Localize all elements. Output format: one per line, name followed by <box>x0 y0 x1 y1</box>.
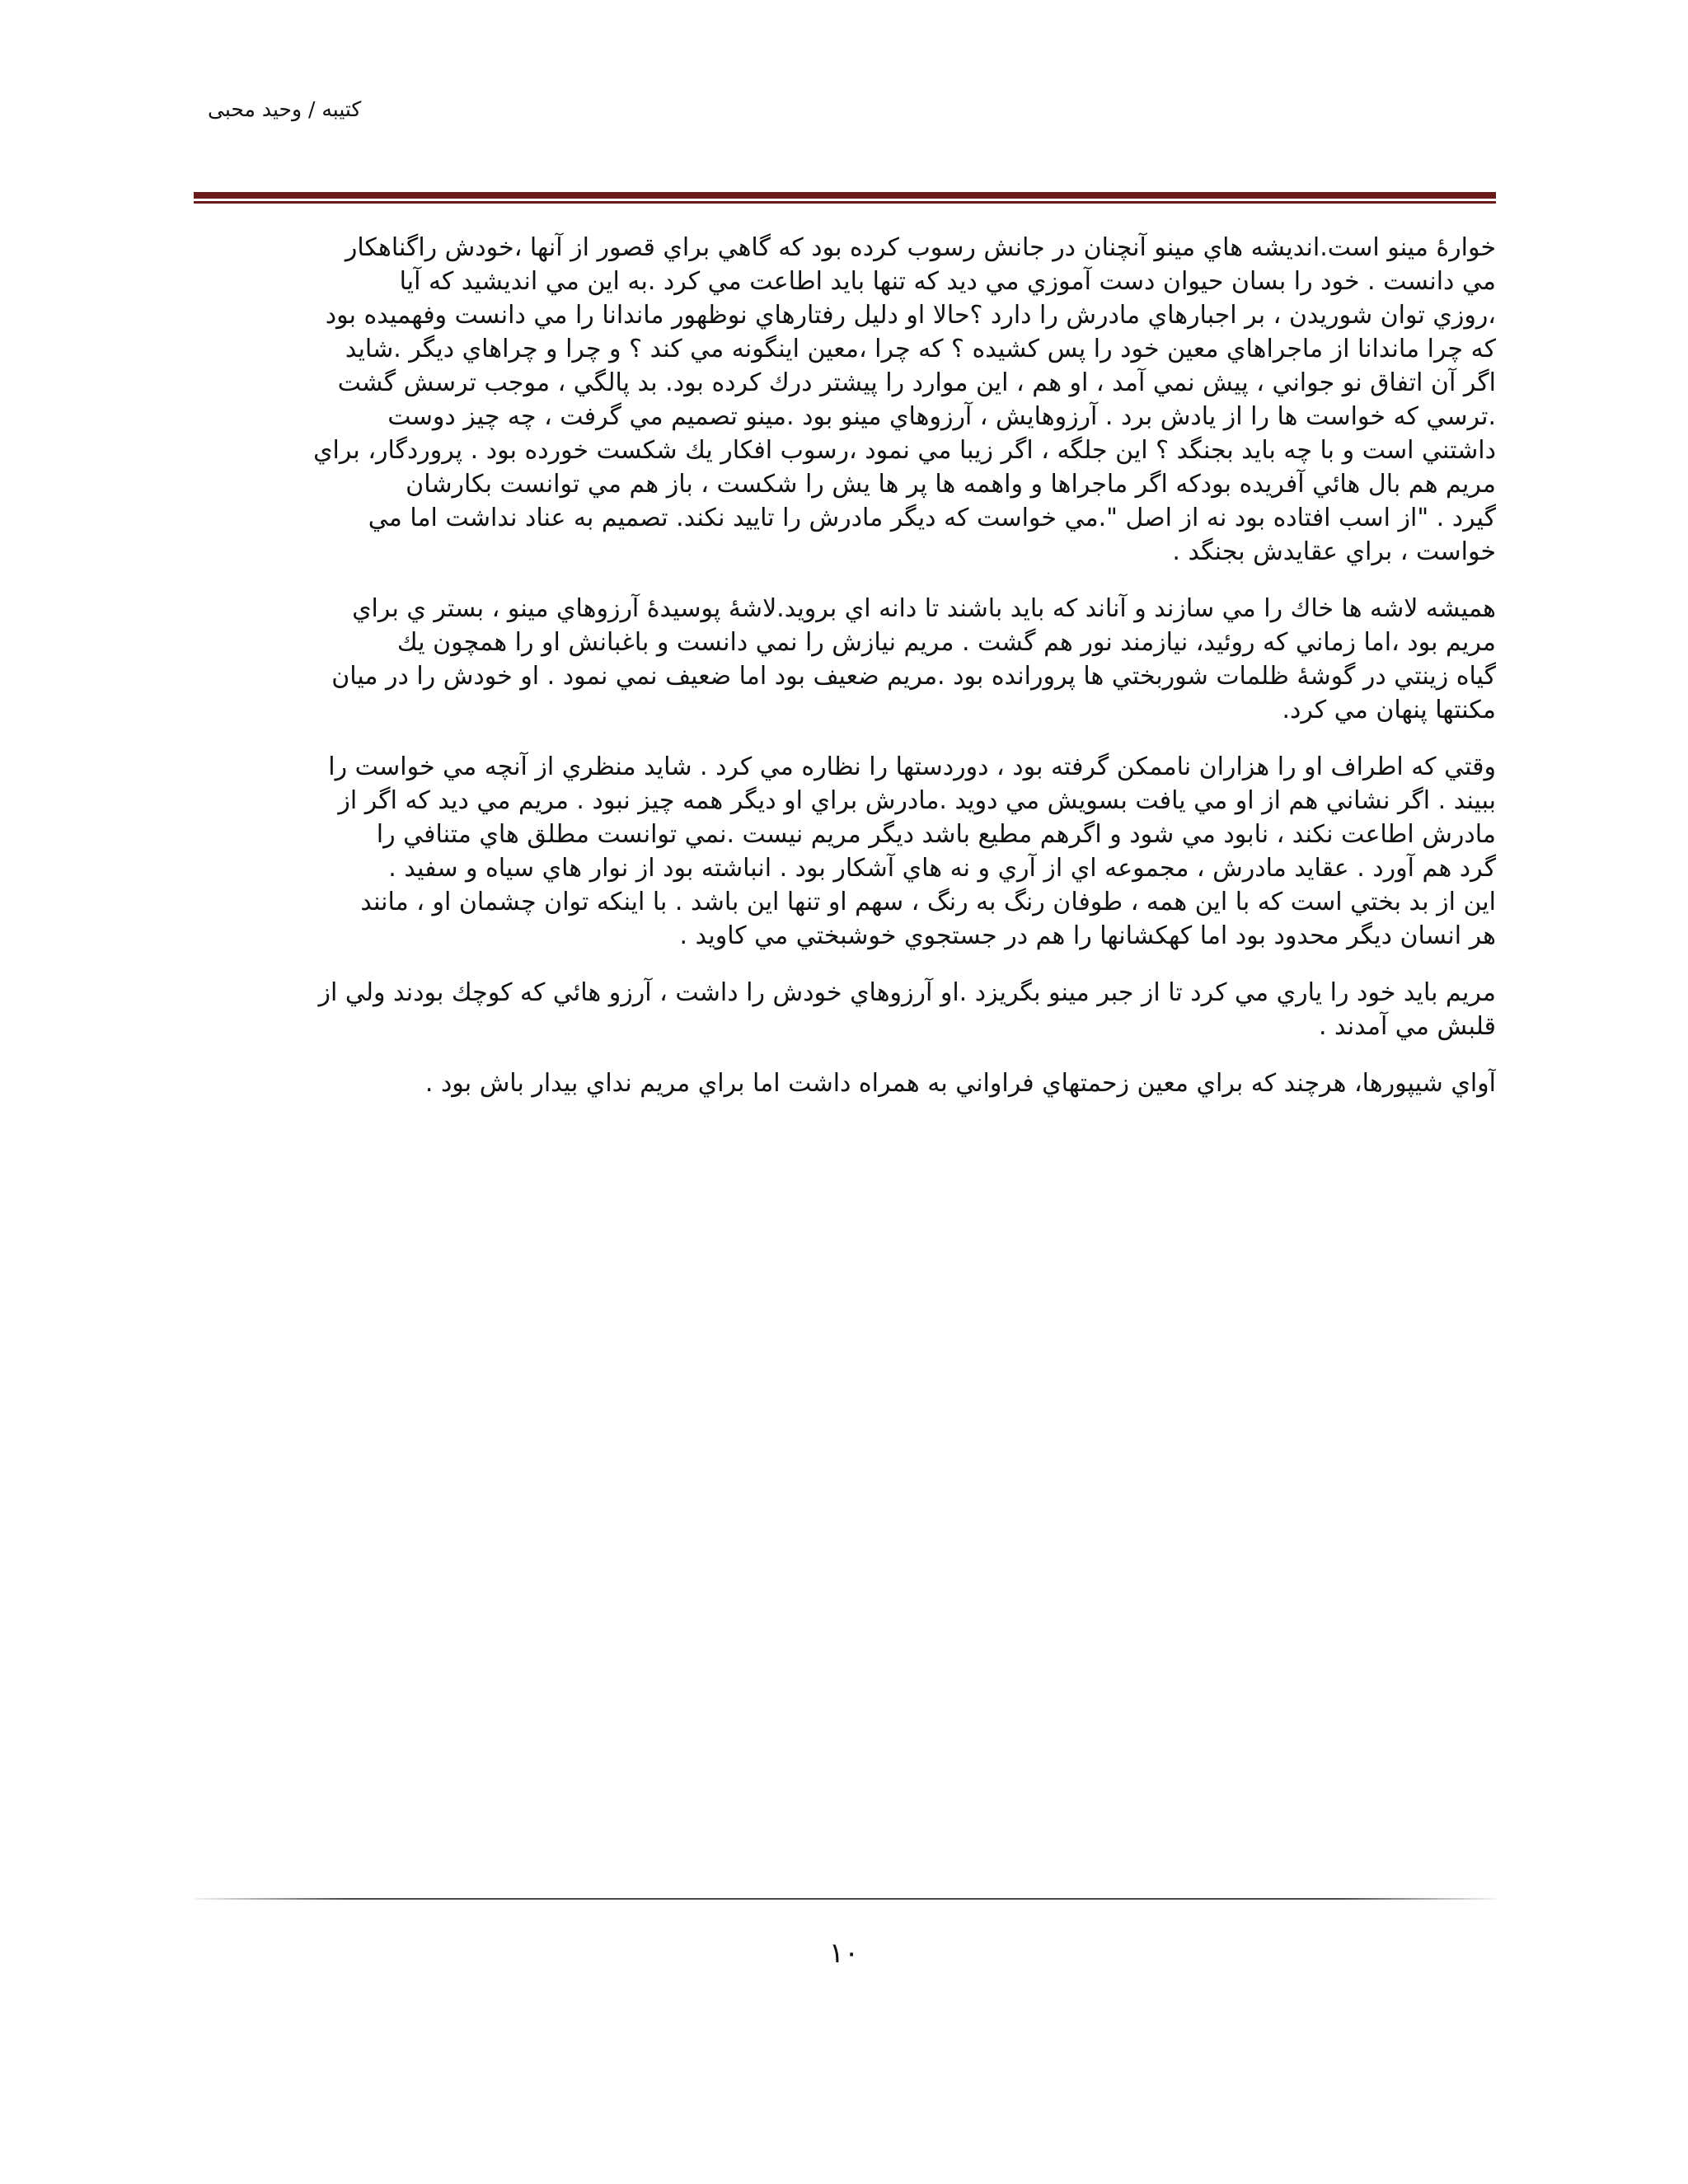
document-body <box>194 231 1496 1123</box>
paragraph <box>194 231 1496 569</box>
text-line: مكنتها پنهان مي كرد. <box>1282 696 1496 724</box>
text-line: مادرش اطاعت نكند ، نابود مي شود و اگرهم مطيع باشد ديگر مريم نيست .نمي توانست مطلق هاي متنافي را <box>376 820 1496 849</box>
text-line: داشتني است و با چه بايد بجنگد ؟ اين جلگه ، اگر زيبا مي نمود ،رسوب افكار يك شكست خورده بود . پروردگار، براي <box>313 436 1496 465</box>
text-line: گيرد . "از اسب افتاده بود نه از اصل ".مي خواست كه ديگر مادرش را تاييد نكند. تصميم به عناد نداشت اما مي <box>368 504 1496 532</box>
text-line: خواست ، براي عقايدش بجنگد . <box>1172 537 1496 566</box>
text-line: مريم بايد خود را ياري مي كرد تا از جبر مينو بگريزد .او آرزوهاي خودش را داشت ، آرزو هائي كه كوچك بودند ولي از <box>318 978 1496 1007</box>
paragraph <box>194 1066 1496 1100</box>
paragraph <box>194 592 1496 727</box>
text-line: كه چرا ماندانا از ماجراهاي معين خود را پس كشيده ؟ كه چرا ،معين اينگونه مي كند ؟ و چرا و چراهاي ديگر .شايد <box>345 335 1496 363</box>
paragraph <box>194 976 1496 1043</box>
header-rule <box>194 192 1496 204</box>
page-number: ۱۰ <box>828 1937 860 1970</box>
document-header: کتیبه / وحید محبی <box>208 97 362 121</box>
text-line: وقتي كه اطراف او را هزاران ناممكن گرفته بود ، دوردستها را نظاره مي كرد . شايد منظري از آنچه مي خواست را <box>328 752 1496 781</box>
text-line: اين از بد بختي است كه با اين همه ، طوفان رنگ به رنگ ، سهم او تنها اين باشد . با اينكه توان چشمان او ، مانند <box>360 888 1496 916</box>
text-line: گرد هم آورد . عقايد مادرش ، مجموعه اي از آري و نه هاي آشكار بود . انباشته بود از نوار هاي سياه و سفيد . <box>388 854 1496 883</box>
footer-rule <box>194 1898 1496 1900</box>
text-line: آواي شيپورها، هرچند كه براي معين زحمتهاي فراواني به همراه داشت اما براي مريم نداي بيدار باش بود . <box>424 1069 1496 1098</box>
text-line: اگر آن اتفاق نو جواني ، پيش نمي آمد ، او هم ، اين موارد را پيشتر درك كرده بود. بد پالگي ، موجب ترسش گشت <box>337 368 1496 397</box>
text-line: مريم بود ،اما زماني كه روئيد، نيازمند نور هم گشت . مريم نيازش را نمي دانست و باغبانش او را همچون يك <box>396 628 1496 657</box>
text-line: هر انسان ديگر محدود بود اما كهكشانها را هم در جستجوي خوشبختي مي كاويد . <box>679 921 1496 950</box>
text-line: گياه زينتي در گوشۀ ظلمات شوربختي ها پرورانده بود .مريم ضعيف بود اما ضعيف نمي نمود . او خودش را در ميان <box>331 662 1496 691</box>
text-line: مريم هم بال هائي آفريده بودكه اگر ماجراها و واهمه ها پر ها يش را شكست ، باز هم مي توانست بكارشان <box>406 470 1496 499</box>
text-line: خوارۀ مينو است.انديشه هاي مينو آنچنان در جانش رسوب كرده بود كه گاهي براي قصور از آنها ،خودش راگناهكار <box>345 233 1496 262</box>
text-line: ،روزي توان شوريدن ، بر اجبارهاي مادرش را دارد ؟حالا او دليل رفتارهاي نوظهور ماندانا را مي دانست وفهميده بود <box>325 301 1496 330</box>
text-line: قلبش مي آمدند . <box>1318 1012 1496 1041</box>
text-line: ببيند . اگر نشاني هم از او مي يافت بسويش مي دويد .مادرش براي او ديگر همه چيز نبود . مريم مي ديد كه اگر از <box>338 786 1496 815</box>
paragraph <box>194 750 1496 953</box>
header-rule-thin <box>194 201 1496 204</box>
text-line: .ترسي كه خواست ها را از يادش برد . آرزوهايش ، آرزوهاي مينو بود .مينو تصميم مي گرفت ، چه چيز دوست <box>387 402 1496 431</box>
header-rule-thick <box>194 192 1496 199</box>
text-line: هميشه لاشه ها خاك را مي سازند و آناند كه بايد باشند تا دانه اي برويد.لاشۀ پوسيدۀ آرزوهاي مينو ، بستر ي براي <box>352 594 1496 623</box>
text-line: مي دانست . خود را بسان حيوان دست آموزي مي ديد كه تنها بايد اطاعت مي كرد .به اين مي انديشيد كه آيا <box>399 267 1496 296</box>
